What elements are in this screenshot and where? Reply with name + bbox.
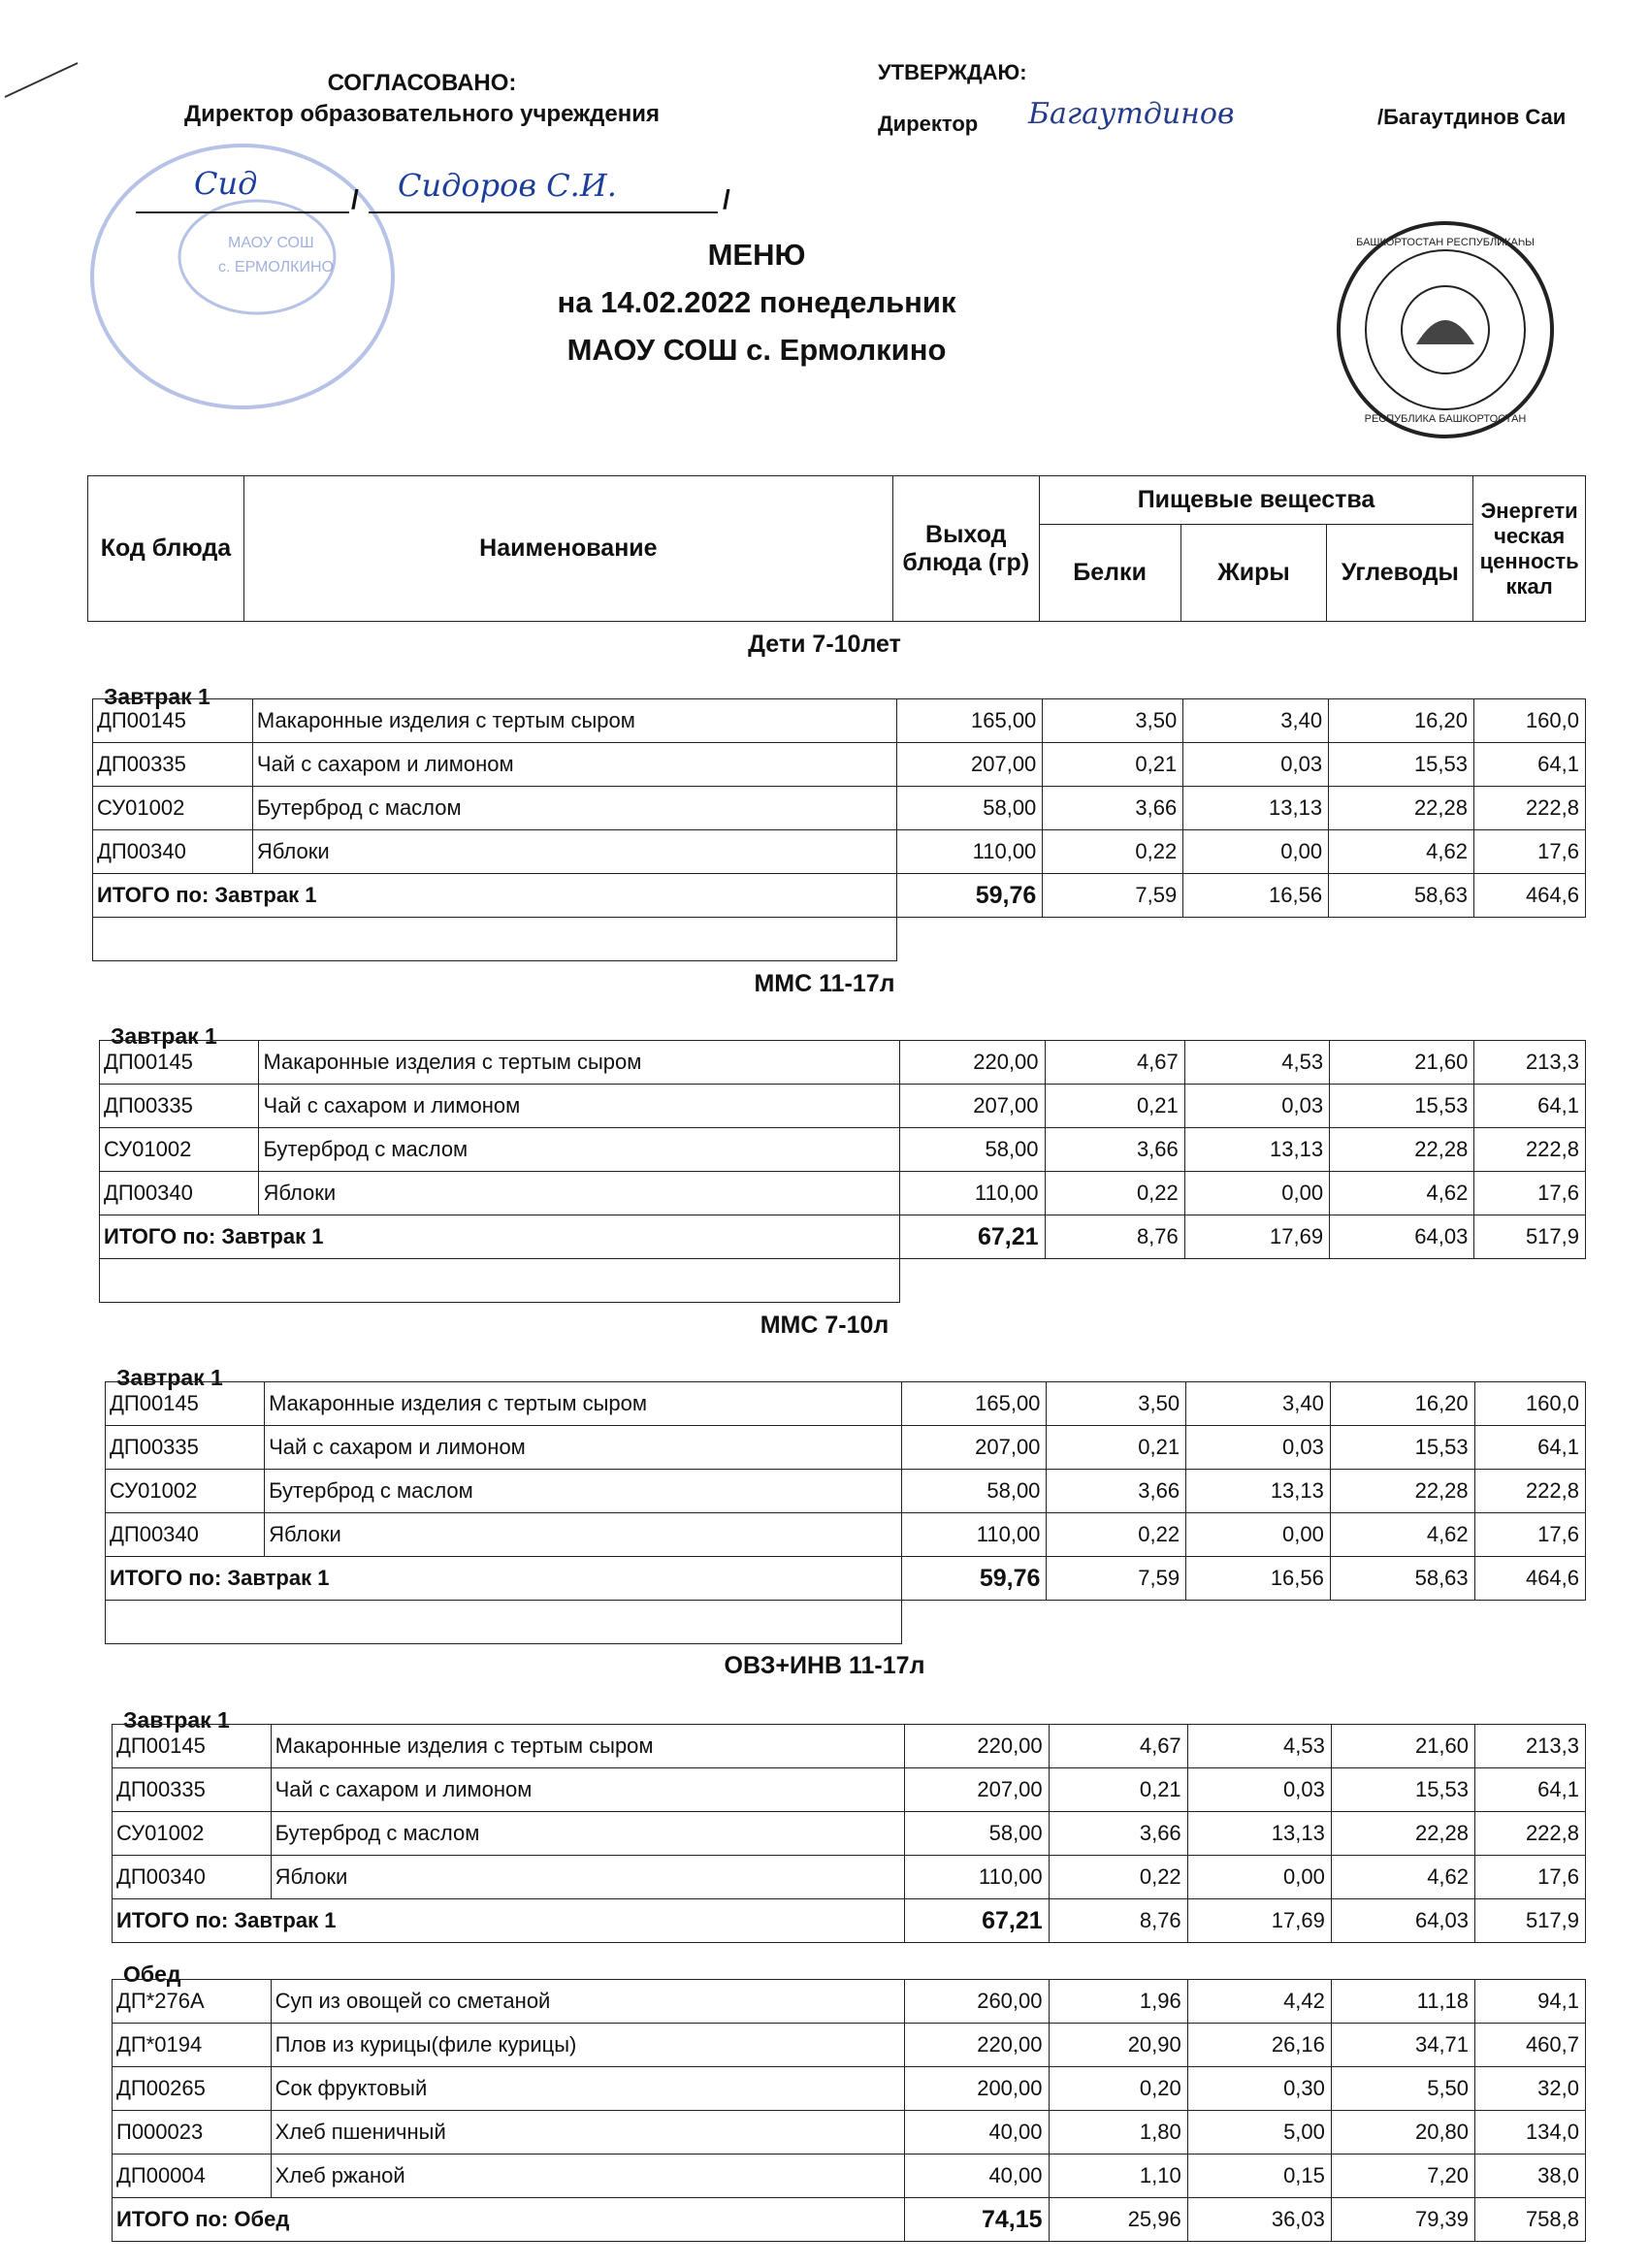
dish-protein: 1,80 — [1049, 2111, 1187, 2155]
table-row — [113, 1856, 1586, 1899]
dish-output: 110,00 — [897, 830, 1043, 874]
dish-name: Хлеб пшеничный — [271, 2111, 905, 2155]
total-energy: 464,6 — [1474, 874, 1586, 918]
dish-name: Макаронные изделия с тертым сыром — [271, 1725, 905, 1768]
total-label: ИТОГО по: Завтрак 1 — [113, 1899, 905, 1943]
director-name: /Багаутдинов Саи — [1377, 105, 1567, 129]
dish-output: 220,00 — [905, 1725, 1049, 1768]
dish-protein: 20,90 — [1049, 2024, 1187, 2067]
dish-carbs: 22,28 — [1329, 787, 1474, 830]
total-fat: 17,69 — [1184, 1215, 1329, 1259]
total-output: 67,21 — [900, 1215, 1045, 1259]
dish-protein: 1,96 — [1049, 1980, 1187, 2024]
dish-code: ДП00145 — [106, 1382, 265, 1426]
dish-code: П000023 — [113, 2111, 272, 2155]
menu-title-line3: МАОУ СОШ с. Ермолкино — [566, 333, 947, 367]
meal-title: Обед — [123, 1961, 181, 1987]
dish-output: 165,00 — [897, 699, 1043, 743]
table-row — [113, 2111, 1586, 2155]
dish-name: Яблоки — [265, 1513, 902, 1557]
menu-table — [112, 1724, 1586, 1943]
dish-protein: 0,21 — [1047, 1426, 1186, 1470]
dish-fat: 0,15 — [1187, 2155, 1331, 2198]
dish-protein: 4,67 — [1045, 1041, 1184, 1085]
table-row — [106, 1470, 1586, 1513]
dish-fat: 0,03 — [1184, 1085, 1329, 1128]
dish-output: 165,00 — [902, 1382, 1047, 1426]
col-nutrients: Пищевые вещества — [1039, 476, 1473, 525]
dish-name: Бутерброд с маслом — [259, 1128, 900, 1172]
table-row — [113, 2155, 1586, 2198]
spacer-cell — [902, 1601, 1586, 1644]
total-energy: 758,8 — [1475, 2198, 1586, 2242]
total-protein: 8,76 — [1049, 1899, 1187, 1943]
dish-energy: 213,3 — [1475, 1725, 1586, 1768]
dish-code: СУ01002 — [93, 787, 253, 830]
group-title: Дети 7-10лет — [748, 631, 901, 658]
director-signature: Багаутдинов — [1028, 97, 1235, 131]
table-row — [113, 2067, 1586, 2111]
dish-code: СУ01002 — [100, 1128, 259, 1172]
dish-carbs: 7,20 — [1331, 2155, 1474, 2198]
dish-carbs: 4,62 — [1330, 1172, 1474, 1215]
dish-fat: 13,13 — [1183, 787, 1329, 830]
dish-protein: 0,22 — [1049, 1856, 1187, 1899]
dish-energy: 32,0 — [1475, 2067, 1586, 2111]
dish-code: ДП00335 — [113, 1768, 272, 1812]
dish-carbs: 16,20 — [1330, 1382, 1474, 1426]
approval-left-signature-line: / / Сид Сидоров С.И. — [136, 165, 737, 223]
total-carbs: 58,63 — [1330, 1557, 1474, 1601]
dish-output: 207,00 — [897, 743, 1043, 787]
dish-fat: 0,03 — [1186, 1426, 1331, 1470]
spacer-cell — [897, 918, 1586, 961]
republic-stamp — [1334, 218, 1557, 441]
approval-left — [150, 68, 694, 130]
total-energy: 517,9 — [1474, 1215, 1586, 1259]
dish-carbs: 15,53 — [1329, 743, 1474, 787]
table-row — [113, 1725, 1586, 1768]
round-stamp-right — [1334, 218, 1557, 441]
menu-table — [99, 1040, 1586, 1303]
total-fat: 16,56 — [1183, 874, 1329, 918]
dish-code: ДП00340 — [106, 1513, 265, 1557]
dish-name: Сок фруктовый — [271, 2067, 905, 2111]
dish-carbs: 4,62 — [1330, 1513, 1474, 1557]
dish-name: Яблоки — [259, 1172, 900, 1215]
dish-code: ДП*0194 — [113, 2024, 272, 2067]
dish-fat: 13,13 — [1187, 1812, 1331, 1856]
table-row — [113, 1812, 1586, 1856]
dish-name: Бутерброд с маслом — [265, 1470, 902, 1513]
menu-header-table — [87, 475, 1586, 622]
pen-mark — [0, 53, 87, 102]
group-title: ММС 11-17л — [754, 970, 895, 997]
dish-fat: 13,13 — [1184, 1128, 1329, 1172]
stamp-right-top: БАШКОРТОСТАН РЕСПУБЛИКАҺЫ — [1356, 237, 1535, 248]
total-label: ИТОГО по: Обед — [113, 2198, 905, 2242]
dish-fat: 0,30 — [1187, 2067, 1331, 2111]
dish-protein: 0,21 — [1045, 1085, 1184, 1128]
dish-protein: 0,22 — [1043, 830, 1183, 874]
dish-protein: 4,67 — [1049, 1725, 1187, 1768]
dish-name: Яблоки — [252, 830, 896, 874]
spacer-cell — [93, 918, 897, 961]
dish-name: Бутерброд с маслом — [271, 1812, 905, 1856]
total-energy: 464,6 — [1474, 1557, 1585, 1601]
dish-carbs: 15,53 — [1330, 1426, 1474, 1470]
dish-energy: 460,7 — [1475, 2024, 1586, 2067]
dish-name: Хлеб ржаной — [271, 2155, 905, 2198]
dish-output: 220,00 — [900, 1041, 1045, 1085]
table-row — [93, 830, 1586, 874]
table-row — [93, 743, 1586, 787]
dish-code: ДП00265 — [113, 2067, 272, 2111]
total-output: 59,76 — [897, 874, 1043, 918]
menu-table — [105, 1381, 1586, 1644]
dish-code: ДП00335 — [93, 743, 253, 787]
total-row — [113, 2198, 1586, 2242]
dish-energy: 160,0 — [1474, 699, 1586, 743]
col-protein: Белки — [1039, 525, 1180, 622]
dish-name: Чай с сахаром и лимоном — [259, 1085, 900, 1128]
meal-title: Завтрак 1 — [104, 684, 210, 709]
dish-protein: 0,20 — [1049, 2067, 1187, 2111]
dish-output: 110,00 — [905, 1856, 1049, 1899]
dish-energy: 222,8 — [1474, 1128, 1586, 1172]
menu-title — [485, 231, 1028, 373]
stamp-left-line2: с. ЕРМОЛКИНО — [218, 259, 334, 275]
approval-left-title: СОГЛАСОВАНО: — [327, 70, 517, 96]
total-energy: 517,9 — [1475, 1899, 1586, 1943]
dish-code: ДП00145 — [113, 1725, 272, 1768]
dish-energy: 222,8 — [1474, 1470, 1585, 1513]
dish-protein: 3,50 — [1043, 699, 1183, 743]
group-title: ММС 7-10л — [760, 1312, 889, 1339]
dish-carbs: 21,60 — [1331, 1725, 1474, 1768]
total-row — [106, 1557, 1586, 1601]
total-label: ИТОГО по: Завтрак 1 — [100, 1215, 900, 1259]
total-output: 67,21 — [905, 1899, 1049, 1943]
dish-name: Макаронные изделия с тертым сыром — [265, 1382, 902, 1426]
total-label: ИТОГО по: Завтрак 1 — [106, 1557, 902, 1601]
dish-output: 207,00 — [905, 1768, 1049, 1812]
dish-fat: 0,03 — [1187, 1768, 1331, 1812]
total-carbs: 64,03 — [1331, 1899, 1474, 1943]
dish-output: 40,00 — [905, 2155, 1049, 2198]
table-row — [113, 1768, 1586, 1812]
dish-protein: 3,66 — [1049, 1812, 1187, 1856]
dish-code: СУ01002 — [106, 1470, 265, 1513]
dish-protein: 1,10 — [1049, 2155, 1187, 2198]
dish-fat: 3,40 — [1183, 699, 1329, 743]
total-row — [100, 1215, 1586, 1259]
col-carbs: Углеводы — [1327, 525, 1473, 622]
dish-fat: 4,53 — [1187, 1725, 1331, 1768]
dish-code: ДП*276А — [113, 1980, 272, 2024]
spacer-row — [93, 918, 1586, 961]
dish-name: Чай с сахаром и лимоном — [265, 1426, 902, 1470]
dish-name: Бутерброд с маслом — [252, 787, 896, 830]
dish-carbs: 22,28 — [1330, 1128, 1474, 1172]
total-row — [93, 874, 1586, 918]
dish-fat: 0,03 — [1183, 743, 1329, 787]
dish-energy: 38,0 — [1475, 2155, 1586, 2198]
dish-output: 40,00 — [905, 2111, 1049, 2155]
dish-fat: 5,00 — [1187, 2111, 1331, 2155]
total-protein: 7,59 — [1047, 1557, 1186, 1601]
table-row — [113, 2024, 1586, 2067]
dish-carbs: 4,62 — [1329, 830, 1474, 874]
dish-protein: 0,22 — [1047, 1513, 1186, 1557]
col-fat: Жиры — [1180, 525, 1327, 622]
table-row — [100, 1041, 1586, 1085]
dish-name: Плов из курицы(филе курицы) — [271, 2024, 905, 2067]
director-label: Директор — [878, 112, 979, 136]
dish-energy: 17,6 — [1474, 1172, 1586, 1215]
dish-fat: 13,13 — [1186, 1470, 1331, 1513]
dish-fat: 4,53 — [1184, 1041, 1329, 1085]
table-row — [100, 1128, 1586, 1172]
dish-protein: 3,66 — [1045, 1128, 1184, 1172]
total-fat: 17,69 — [1187, 1899, 1331, 1943]
dish-output: 58,00 — [897, 787, 1043, 830]
dish-energy: 64,1 — [1475, 1768, 1586, 1812]
spacer-cell — [100, 1259, 900, 1303]
dish-name: Суп из овощей со сметаной — [271, 1980, 905, 2024]
dish-carbs: 11,18 — [1331, 1980, 1474, 2024]
dish-fat: 0,00 — [1187, 1856, 1331, 1899]
table-row — [106, 1513, 1586, 1557]
dish-carbs: 16,20 — [1329, 699, 1474, 743]
dish-energy: 17,6 — [1474, 1513, 1585, 1557]
dish-name: Макаронные изделия с тертым сыром — [252, 699, 896, 743]
dish-protein: 3,66 — [1043, 787, 1183, 830]
table-row — [106, 1382, 1586, 1426]
dish-code: ДП00335 — [106, 1426, 265, 1470]
dish-carbs: 34,71 — [1331, 2024, 1474, 2067]
dish-fat: 0,00 — [1186, 1513, 1331, 1557]
total-carbs: 58,63 — [1329, 874, 1474, 918]
dish-output: 58,00 — [902, 1470, 1047, 1513]
dish-carbs: 22,28 — [1330, 1470, 1474, 1513]
dish-energy: 17,6 — [1474, 830, 1586, 874]
table-row — [93, 787, 1586, 830]
approval-left-subtitle: Директор образовательного учреждения — [184, 101, 660, 127]
dish-carbs: 20,80 — [1331, 2111, 1474, 2155]
dish-energy: 64,1 — [1474, 1426, 1585, 1470]
dish-code: ДП00335 — [100, 1085, 259, 1128]
dish-energy: 160,0 — [1474, 1382, 1585, 1426]
table-row — [100, 1172, 1586, 1215]
table-row — [113, 1980, 1586, 2024]
dish-carbs: 15,53 — [1331, 1768, 1474, 1812]
dish-energy: 222,8 — [1474, 787, 1586, 830]
dish-energy: 213,3 — [1474, 1041, 1586, 1085]
total-protein: 7,59 — [1043, 874, 1183, 918]
menu-table — [112, 1979, 1586, 2242]
menu-table — [92, 698, 1586, 961]
total-fat: 36,03 — [1187, 2198, 1331, 2242]
dish-protein: 0,21 — [1049, 1768, 1187, 1812]
col-name: Наименование — [243, 476, 892, 622]
dish-protein: 0,22 — [1045, 1172, 1184, 1215]
dish-carbs: 21,60 — [1330, 1041, 1474, 1085]
dish-output: 207,00 — [902, 1426, 1047, 1470]
dish-output: 220,00 — [905, 2024, 1049, 2067]
total-row — [113, 1899, 1586, 1943]
dish-code: ДП00145 — [93, 699, 253, 743]
dish-protein: 0,21 — [1043, 743, 1183, 787]
spacer-cell — [900, 1259, 1586, 1303]
dish-protein: 3,50 — [1047, 1382, 1186, 1426]
meal-title: Завтрак 1 — [111, 1023, 217, 1049]
menu-title-line1: МЕНЮ — [707, 238, 806, 272]
dish-carbs: 4,62 — [1331, 1856, 1474, 1899]
spacer-row — [106, 1601, 1586, 1644]
dish-carbs: 22,28 — [1331, 1812, 1474, 1856]
approval-right-title: УТВЕРЖДАЮ: — [878, 60, 1027, 84]
total-protein: 8,76 — [1045, 1215, 1184, 1259]
dish-carbs: 5,50 — [1331, 2067, 1474, 2111]
dish-code: ДП00340 — [113, 1856, 272, 1899]
dish-name: Чай с сахаром и лимоном — [252, 743, 896, 787]
dish-code: ДП00340 — [93, 830, 253, 874]
table-row — [100, 1085, 1586, 1128]
menu-title-line2: на 14.02.2022 понедельник — [557, 285, 956, 319]
table-row — [106, 1426, 1586, 1470]
dish-energy: 94,1 — [1475, 1980, 1586, 2024]
dish-energy: 17,6 — [1475, 1856, 1586, 1899]
spacer-cell — [106, 1601, 902, 1644]
dish-fat: 0,00 — [1183, 830, 1329, 874]
dish-protein: 3,66 — [1047, 1470, 1186, 1513]
dish-output: 207,00 — [900, 1085, 1045, 1128]
total-carbs: 64,03 — [1330, 1215, 1474, 1259]
group-title: ОВЗ+ИНВ 11-17л — [724, 1652, 925, 1679]
dish-code: ДП00004 — [113, 2155, 272, 2198]
dish-fat: 26,16 — [1187, 2024, 1331, 2067]
col-code: Код блюда — [88, 476, 244, 622]
dish-name: Чай с сахаром и лимоном — [271, 1768, 905, 1812]
meal-title: Завтрак 1 — [116, 1365, 223, 1390]
dish-output: 58,00 — [905, 1812, 1049, 1856]
dish-carbs: 15,53 — [1330, 1085, 1474, 1128]
col-output: Выход блюда (гр) — [892, 476, 1039, 622]
total-output: 74,15 — [905, 2198, 1049, 2242]
table-row — [93, 699, 1586, 743]
approval-left-name: Сидоров С.И. — [398, 167, 617, 204]
approval-left-signature: Сид — [194, 165, 258, 202]
dish-output: 110,00 — [902, 1513, 1047, 1557]
total-fat: 16,56 — [1186, 1557, 1331, 1601]
dish-fat: 0,00 — [1184, 1172, 1329, 1215]
dish-energy: 64,1 — [1474, 1085, 1586, 1128]
total-label: ИТОГО по: Завтрак 1 — [93, 874, 897, 918]
dish-output: 260,00 — [905, 1980, 1049, 2024]
dish-output: 58,00 — [900, 1128, 1045, 1172]
dish-code: СУ01002 — [113, 1812, 272, 1856]
dish-fat: 4,42 — [1187, 1980, 1331, 2024]
dish-energy: 134,0 — [1475, 2111, 1586, 2155]
dish-energy: 64,1 — [1474, 743, 1586, 787]
dish-fat: 3,40 — [1186, 1382, 1331, 1426]
col-energy: Энергети ческая ценность ккал — [1473, 476, 1586, 622]
dish-name: Яблоки — [271, 1856, 905, 1899]
dish-energy: 222,8 — [1475, 1812, 1586, 1856]
dish-output: 200,00 — [905, 2067, 1049, 2111]
stamp-left-line1: МАОУ СОШ — [228, 235, 314, 251]
total-output: 59,76 — [902, 1557, 1047, 1601]
spacer-row — [100, 1259, 1586, 1303]
total-carbs: 79,39 — [1331, 2198, 1474, 2242]
dish-code: ДП00340 — [100, 1172, 259, 1215]
dish-name: Макаронные изделия с тертым сыром — [259, 1041, 900, 1085]
dish-code: ДП00145 — [100, 1041, 259, 1085]
dish-output: 110,00 — [900, 1172, 1045, 1215]
meal-title: Завтрак 1 — [123, 1707, 230, 1733]
stamp-right-bottom: РЕСПУБЛИКА БАШКОРТОСТАН — [1364, 413, 1527, 425]
total-protein: 25,96 — [1049, 2198, 1187, 2242]
